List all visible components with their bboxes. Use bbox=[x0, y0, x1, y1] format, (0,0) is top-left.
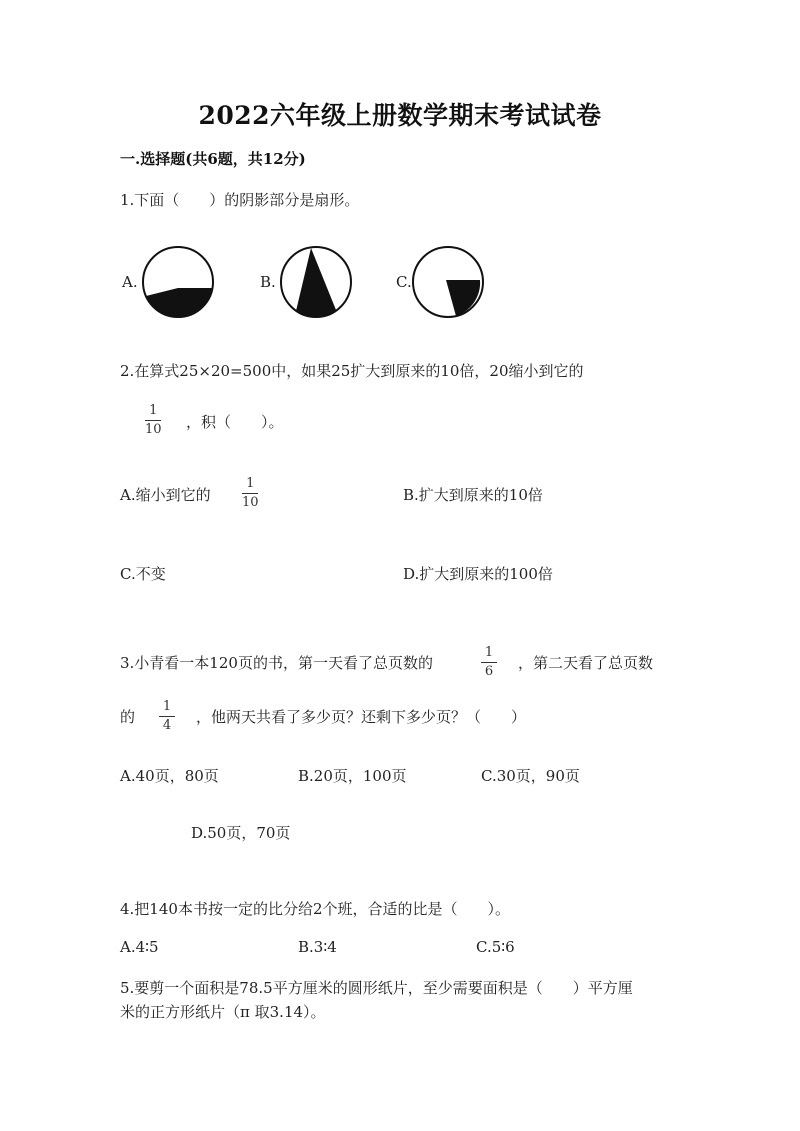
question-2-text-cont: ，积（ ）。 bbox=[186, 413, 284, 431]
q1-option-b-label: B. bbox=[260, 273, 276, 291]
question-3-text: 3.小青看一本120页的书，第一天看了总页数的 bbox=[120, 654, 433, 672]
fraction-numerator: 1 bbox=[246, 476, 255, 491]
q1-option-a-diagram bbox=[140, 244, 216, 320]
q1-option-c-diagram bbox=[410, 244, 486, 320]
question-5-text: 5.要剪一个面积是78.5平方厘米的圆形纸片，至少需要面积是（ ）平方厘 bbox=[120, 979, 633, 997]
q3-fraction-1 bbox=[481, 646, 497, 679]
fraction-bar bbox=[242, 493, 258, 494]
q3-option-d: D.50页，70页 bbox=[191, 824, 291, 842]
q2-option-a: A.缩小到它的 bbox=[120, 486, 211, 504]
question-3-line2-end: ，他两天共看了多少页？还剩下多少页？（ ） bbox=[196, 708, 527, 726]
section-heading: 一.选择题(共6题，共12分) bbox=[120, 150, 306, 168]
question-4-text: 4.把140本书按一定的比分给2个班，合适的比是（ ）。 bbox=[120, 900, 510, 918]
q4-option-a: A.4∶5 bbox=[120, 938, 159, 956]
fraction-denominator: 6 bbox=[484, 664, 494, 679]
q3-option-c: C.30页，90页 bbox=[481, 767, 580, 785]
q1-option-a-label: A. bbox=[122, 273, 138, 291]
question-5-text-cont: 米的正方形纸片（π 取3.14）。 bbox=[120, 1003, 326, 1021]
q2-option-d: D.扩大到原来的100倍 bbox=[403, 565, 553, 583]
page-title: 2022六年级上册数学期末考试试卷 bbox=[198, 101, 602, 130]
fraction-denominator: 4 bbox=[162, 718, 172, 733]
q3-option-a: A.40页，80页 bbox=[120, 767, 219, 785]
fraction-numerator: 1 bbox=[149, 403, 158, 418]
fraction-denominator: 10 bbox=[242, 495, 259, 510]
q1-option-b-diagram bbox=[278, 244, 354, 320]
q2-option-c: C.不变 bbox=[120, 565, 166, 583]
q2-option-a-fraction bbox=[242, 477, 259, 510]
question-1-text: 1.下面（ ）的阴影部分是扇形。 bbox=[120, 191, 360, 209]
fraction-numerator: 1 bbox=[162, 699, 172, 714]
question-2-text: 2.在算式25×20=500中，如果25扩大到原来的10倍，20缩小到它的 bbox=[120, 362, 584, 380]
q3-option-b: B.20页，100页 bbox=[298, 767, 407, 785]
q1-option-c-label: C. bbox=[396, 273, 412, 291]
fraction-numerator: 1 bbox=[484, 645, 494, 660]
q2-fraction bbox=[145, 404, 162, 437]
fraction-bar bbox=[159, 716, 175, 717]
question-3-line2-start: 的 bbox=[120, 708, 136, 726]
q2-option-b: B.扩大到原来的10倍 bbox=[403, 486, 543, 504]
fraction-denominator: 10 bbox=[145, 422, 162, 437]
question-3-text-cont: ，第二天看了总页数 bbox=[518, 654, 654, 672]
q3-fraction-2 bbox=[159, 700, 175, 733]
fraction-bar bbox=[145, 420, 161, 421]
q4-option-c: C.5∶6 bbox=[476, 938, 515, 956]
q4-option-b: B.3∶4 bbox=[298, 938, 337, 956]
fraction-bar bbox=[481, 662, 497, 663]
